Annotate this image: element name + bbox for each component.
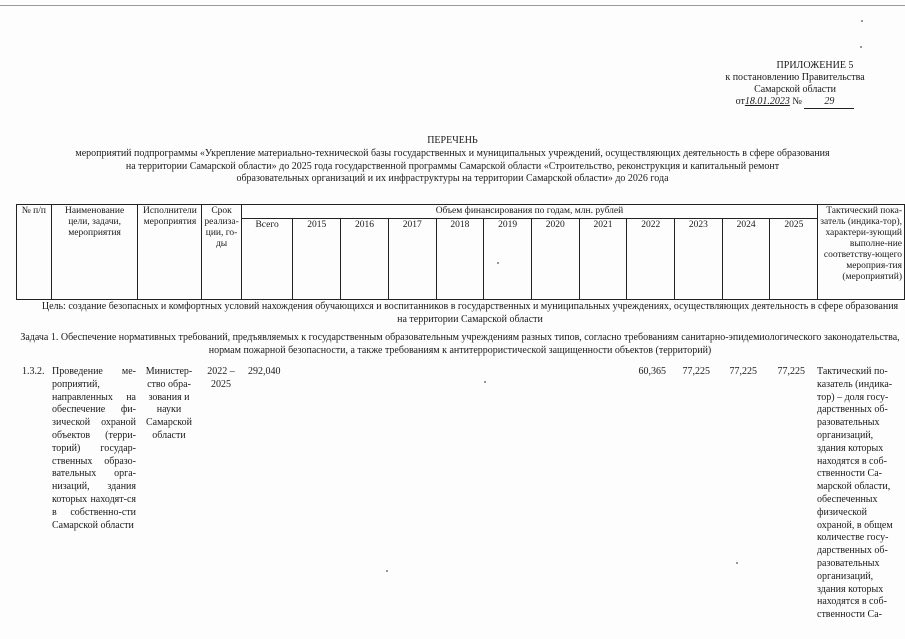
date-value: 18.01.2023 bbox=[744, 96, 790, 107]
subtitle-line-1: мероприятий подпрограммы «Укрепление материально-технической базы государственных и муниципальных учреждений, осуществляющих деятельность в сфере образования bbox=[75, 148, 830, 159]
header-indicator: Тактический пока-затель (индика-тор), характери-зующий выполне-ние соответству-ющего мероприя-тия (мероприятий) bbox=[818, 205, 905, 300]
scan-top-edge bbox=[0, 5, 905, 6]
header-year: 2017 bbox=[388, 219, 436, 300]
header-year: 2024 bbox=[722, 219, 770, 300]
header-year: 2018 bbox=[436, 219, 484, 300]
row-value-2025: 77,225 bbox=[777, 366, 805, 377]
header-executors: Исполнители мероприятия bbox=[138, 205, 202, 300]
appendix-date-line bbox=[690, 96, 900, 109]
row-value-2023: 77,225 bbox=[682, 366, 710, 377]
scan-speck bbox=[484, 381, 486, 383]
task-text: Задача 1. Обеспечение нормативных требований, предъявляемых к государственным образовательным учреждениям разных типов, согласно требованиям санитарно-эпидемиологического законодательства, нормам пожарной безопасности, а также требованиям к антитеррористической защищенности объектов (территорий) bbox=[20, 332, 900, 356]
scan-speck bbox=[497, 262, 499, 264]
row-executor: Министер-ство обра-зования и науки Самарской области bbox=[145, 366, 193, 441]
goal-text: Цель: создание безопасных и комфортных условий нахождения обучающихся и воспитанников в государственных и муниципальных учреждениях, осуществляющих деятельность в сфере образования на территории Самарской области bbox=[41, 301, 899, 325]
header-year: 2022 bbox=[627, 219, 675, 300]
scan-speck bbox=[861, 20, 863, 22]
appendix-region: Самарской области bbox=[754, 84, 836, 95]
scan-speck bbox=[386, 570, 388, 572]
appendix-block bbox=[690, 60, 900, 109]
header-year: 2021 bbox=[579, 219, 627, 300]
row-total: 292,040 bbox=[248, 366, 281, 377]
subtitle-line-3: образовательных организаций и их инфраструктуры на территории Самарской области» до 2026 года bbox=[236, 173, 669, 184]
appendix-title: ПРИЛОЖЕНИЕ 5 bbox=[776, 60, 854, 71]
appendix-resolution: к постановлению Правительства bbox=[725, 72, 865, 83]
date-prefix: от bbox=[735, 96, 745, 107]
document-heading: ПЕРЕЧЕНЬ bbox=[427, 135, 478, 146]
row-number: 1.3.2. bbox=[22, 366, 45, 377]
header-year: 2020 bbox=[531, 219, 579, 300]
header-funding: Объем финансирования по годам, млн. рублей bbox=[241, 205, 817, 219]
row-value-2022: 60,365 bbox=[638, 366, 666, 377]
row-measure-name: Проведение ме-роприятий, направленных на обеспечение фи-зической охраной объектов (терри-торий) государ-ственных образо-вательных орга-низаций, здания которых находят-ся в собственно-сти Самарской области bbox=[52, 366, 136, 531]
header-year: 2019 bbox=[484, 219, 532, 300]
subtitle-line-2: на территории Самарской области» до 2025 года государственной программы Самарской области «Строительство, реконструкция и капитальный ремонт bbox=[125, 160, 780, 172]
header-num: № п/п bbox=[17, 205, 52, 300]
header-term: Срок реализа-ции, го-ды bbox=[202, 205, 241, 300]
header-total: Всего bbox=[241, 219, 293, 300]
header-year: 2025 bbox=[770, 219, 818, 300]
document-subtitle bbox=[0, 148, 905, 186]
header-name: Наименование цели, задачи, мероприятия bbox=[51, 205, 138, 300]
row-indicator: Тактический по-казатель (индика-тор) – доля госу-дарственных об-разовательных организаций, здания которых находятся в соб-ственности Са-марской области, обеспеченных физической охраной, в общем количестве госу-дарственных об-разовательных организаций, здания которых находятся в соб-ственности Са- bbox=[817, 366, 893, 621]
number-value: 29 bbox=[804, 96, 854, 109]
header-year: 2023 bbox=[675, 219, 723, 300]
header-year: 2015 bbox=[293, 219, 341, 300]
header-year: 2016 bbox=[341, 219, 389, 300]
header-table bbox=[16, 204, 905, 300]
scan-speck bbox=[736, 562, 738, 564]
scan-speck bbox=[860, 46, 862, 48]
row-term: 2022 – 2025 bbox=[207, 366, 235, 390]
row-value-2024: 77,225 bbox=[729, 366, 757, 377]
number-prefix: № bbox=[789, 96, 805, 107]
